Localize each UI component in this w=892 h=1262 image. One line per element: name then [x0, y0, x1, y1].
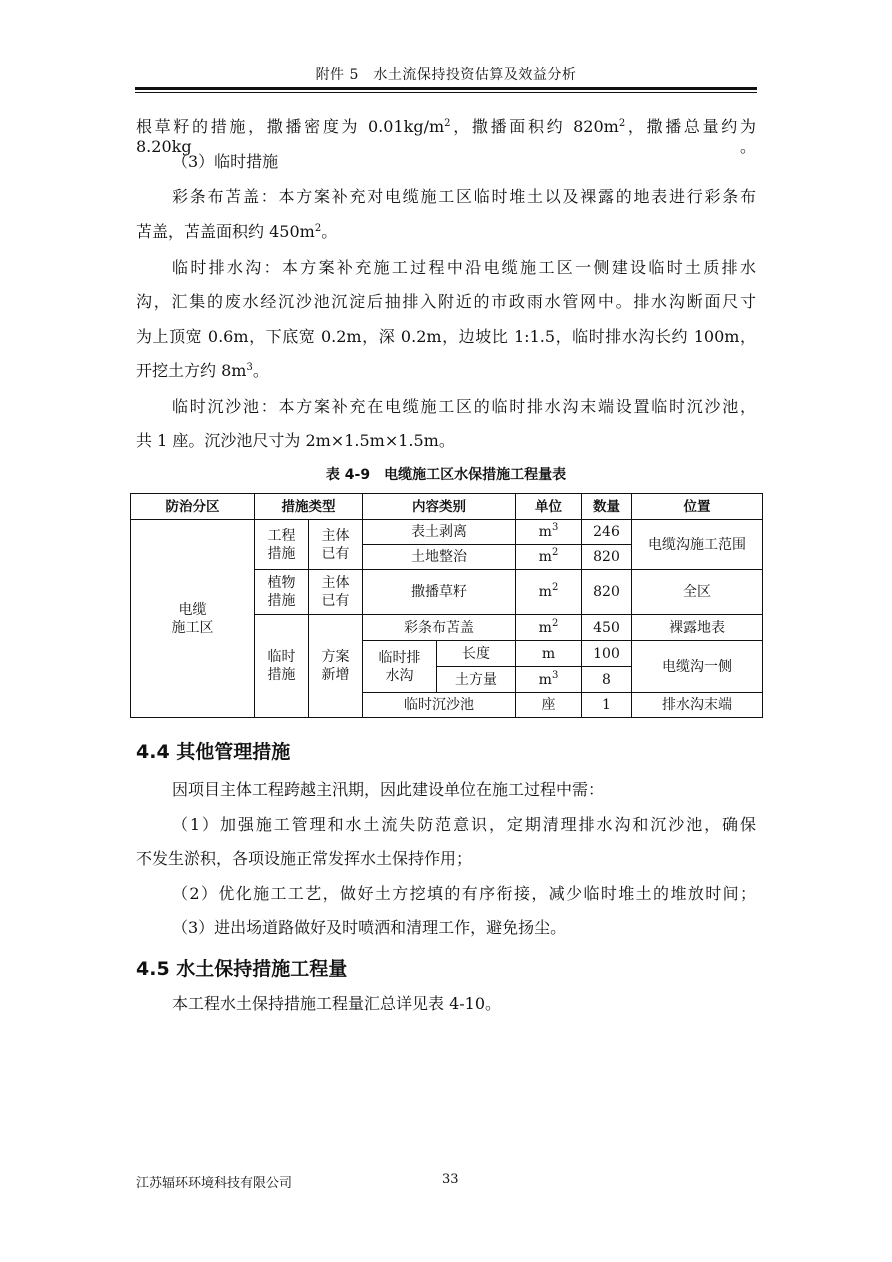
paragraph-seeding: 根草籽的措施，撒播密度为 $0.01kg/m^2$，撒播面积约 $820m^2$，撒播总量约为 8.20kg。: [136, 117, 756, 156]
paragraph-4-4-item3: （3）进出场道路做好及时喷洒和清理工作，避免扬尘。: [172, 918, 567, 937]
paragraph-tarp-line2: 苫盖，苫盖面积约 $450m^2$。: [136, 222, 338, 241]
cell-content: 长度: [437, 641, 516, 667]
cell-content: 临时沉沙池: [363, 693, 516, 718]
section-heading-4-5: 4.5 水土保持措施工程量: [136, 958, 348, 980]
header-location: 位置: [632, 494, 763, 520]
paragraph-tarp-line1: 彩条布苫盖：本方案补充对电缆施工区临时堆土以及裸露的地表进行彩条布: [172, 187, 756, 206]
cell-quantity: 820: [582, 570, 632, 615]
table-caption: 表 4-9 电缆施工区水保措施工程量表: [325, 467, 567, 483]
header-content: 内容类别: [363, 494, 516, 520]
cell-eng-sub: 主体 已有: [309, 520, 363, 570]
cell-quantity: 450: [582, 615, 632, 641]
cell-unit: 座: [516, 693, 582, 718]
cell-ditch: 临时排 水沟: [363, 641, 437, 693]
paragraph-ditch-line4: 开挖土方约 $8m^3$。: [136, 361, 269, 380]
footer-company: 江苏辐环环境科技有限公司: [136, 1176, 293, 1191]
cell-quantity: 8: [582, 667, 632, 693]
cell-tmp-type: 临时 措施: [255, 615, 309, 718]
measures-table: [130, 493, 763, 718]
cell-unit: m: [516, 641, 582, 667]
paragraph-4-4-item2: （2）优化施工工艺，做好土方挖填的有序衔接，减少临时堆土的堆放时间；: [172, 884, 756, 903]
header-quantity: 数量: [582, 494, 632, 520]
cell-content: 土地整治: [363, 545, 516, 570]
header-rule-thick: [135, 87, 757, 90]
cell-quantity: 1: [582, 693, 632, 718]
cell-location: 电缆沟一侧: [632, 641, 763, 693]
cell-unit: $m^2$: [516, 615, 582, 641]
footer-page-number: 33: [442, 1172, 459, 1187]
cell-unit: $m^3$: [516, 667, 582, 693]
cell-quantity: 820: [582, 545, 632, 570]
cell-location: 电缆沟施工范围: [632, 520, 763, 570]
header-measure-type: 措施类型: [255, 494, 363, 520]
cell-content: 土方量: [437, 667, 516, 693]
page-header-title: 附件 5 水土流保持投资估算及效益分析: [315, 67, 577, 83]
header-unit: 单位: [516, 494, 582, 520]
cell-tmp-sub: 方案 新增: [309, 615, 363, 718]
paragraph-4-5: 本工程水土保持措施工程量汇总详见表 4-10。: [172, 994, 502, 1013]
cell-veg-sub: 主体 已有: [309, 570, 363, 615]
header-rule-thin: [135, 92, 757, 93]
paragraph-4-4-intro: 因项目主体工程跨越主汛期，因此建设单位在施工过程中需：: [172, 780, 605, 799]
cell-unit: $m^2$: [516, 570, 582, 615]
cell-unit: $m^3$: [516, 520, 582, 545]
paragraph-temporary-measures-title: （3）临时措施: [172, 152, 279, 171]
paragraph-ditch-line1: 临时排水沟：本方案补充施工过程中沿电缆施工区一侧建设临时土质排水: [172, 258, 756, 277]
paragraph-basin-line2: 共 1 座。沉沙池尺寸为 2m×1.5m×1.5m。: [136, 431, 455, 450]
paragraph-ditch-line2: 沟，汇集的废水经沉沙池沉淀后抽排入附近的市政雨水管网中。排水沟断面尺寸: [136, 292, 756, 311]
cell-quantity: 246: [582, 520, 632, 545]
cell-quantity: 100: [582, 641, 632, 667]
cell-location: 排水沟末端: [632, 693, 763, 718]
header-zone: 防治分区: [131, 494, 255, 520]
cell-content: 撒播草籽: [363, 570, 516, 615]
cell-eng-type: 工程 措施: [255, 520, 309, 570]
table-header-row: [131, 494, 763, 520]
cell-content: 表土剥离: [363, 520, 516, 545]
cell-zone: 电缆 施工区: [131, 520, 255, 718]
table-row: [131, 520, 763, 545]
paragraph-4-4-item1-line2: 不发生淤积，各项设施正常发挥水土保持作用；: [136, 849, 473, 868]
paragraph-4-4-item1-line1: （1）加强施工管理和水土流失防范意识，定期清理排水沟和沉沙池，确保: [172, 815, 756, 834]
paragraph-ditch-line3: 为上顶宽 0.6m，下底宽 0.2m，深 0.2m，边坡比 1:1.5，临时排水沟长约 100m，: [136, 327, 756, 346]
cell-veg-type: 植物 措施: [255, 570, 309, 615]
cell-content: 彩条布苫盖: [363, 615, 516, 641]
cell-unit: $m^2$: [516, 545, 582, 570]
paragraph-basin-line1: 临时沉沙池：本方案补充在电缆施工区的临时排水沟末端设置临时沉沙池，: [172, 397, 756, 416]
cell-location: 裸露地表: [632, 615, 763, 641]
cell-location: 全区: [632, 570, 763, 615]
section-heading-4-4: 4.4 其他管理措施: [136, 741, 291, 763]
